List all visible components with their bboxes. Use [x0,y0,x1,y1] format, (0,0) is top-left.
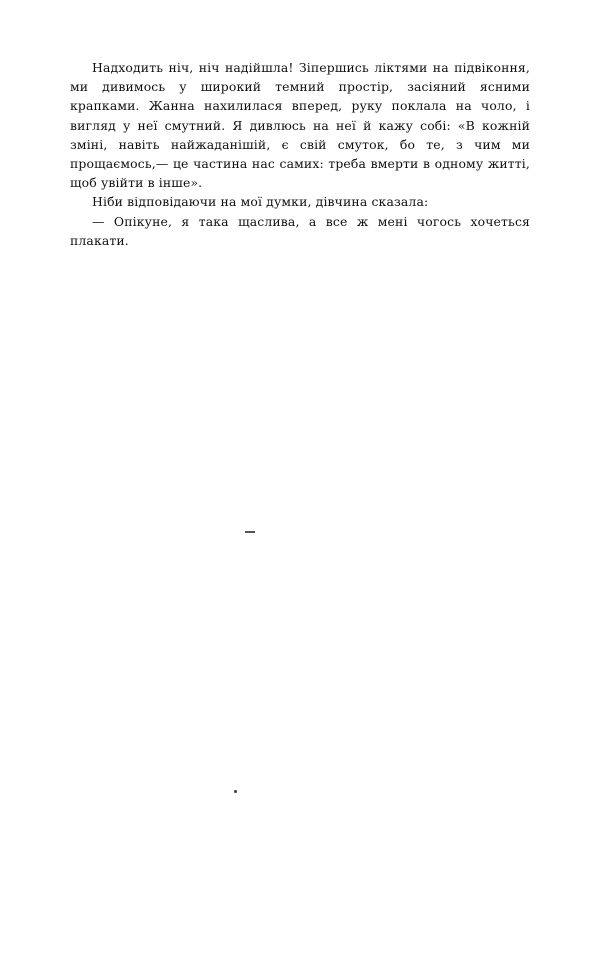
paragraph: Надходить ніч, ніч надійшла! Зіпершись ліктями на підвіконня, ми дивимось у широкий темний простір, засіяний ясними крапками. Жанна нахилилася вперед, руку поклала на чоло, і вигляд у неї смутний. Я дивлюсь на неї й кажу собі: «В кожній зміні, навіть найжаданішій, є свій смуток, бо те, з чим ми прощаємось,— це частина нас самих: треба вмерти в одному житті, щоб увійти в інше». [70,60,530,191]
paragraph: Ніби відповідаючи на мої думки, дівчина сказала: [92,194,429,210]
scan-artifact-dot [234,790,237,793]
scan-artifact-dash [245,531,255,533]
body-text [70,58,530,250]
paragraph: — Опікуне, я така щаслива, а все ж мені чогось хочеться плакати. [70,213,530,248]
